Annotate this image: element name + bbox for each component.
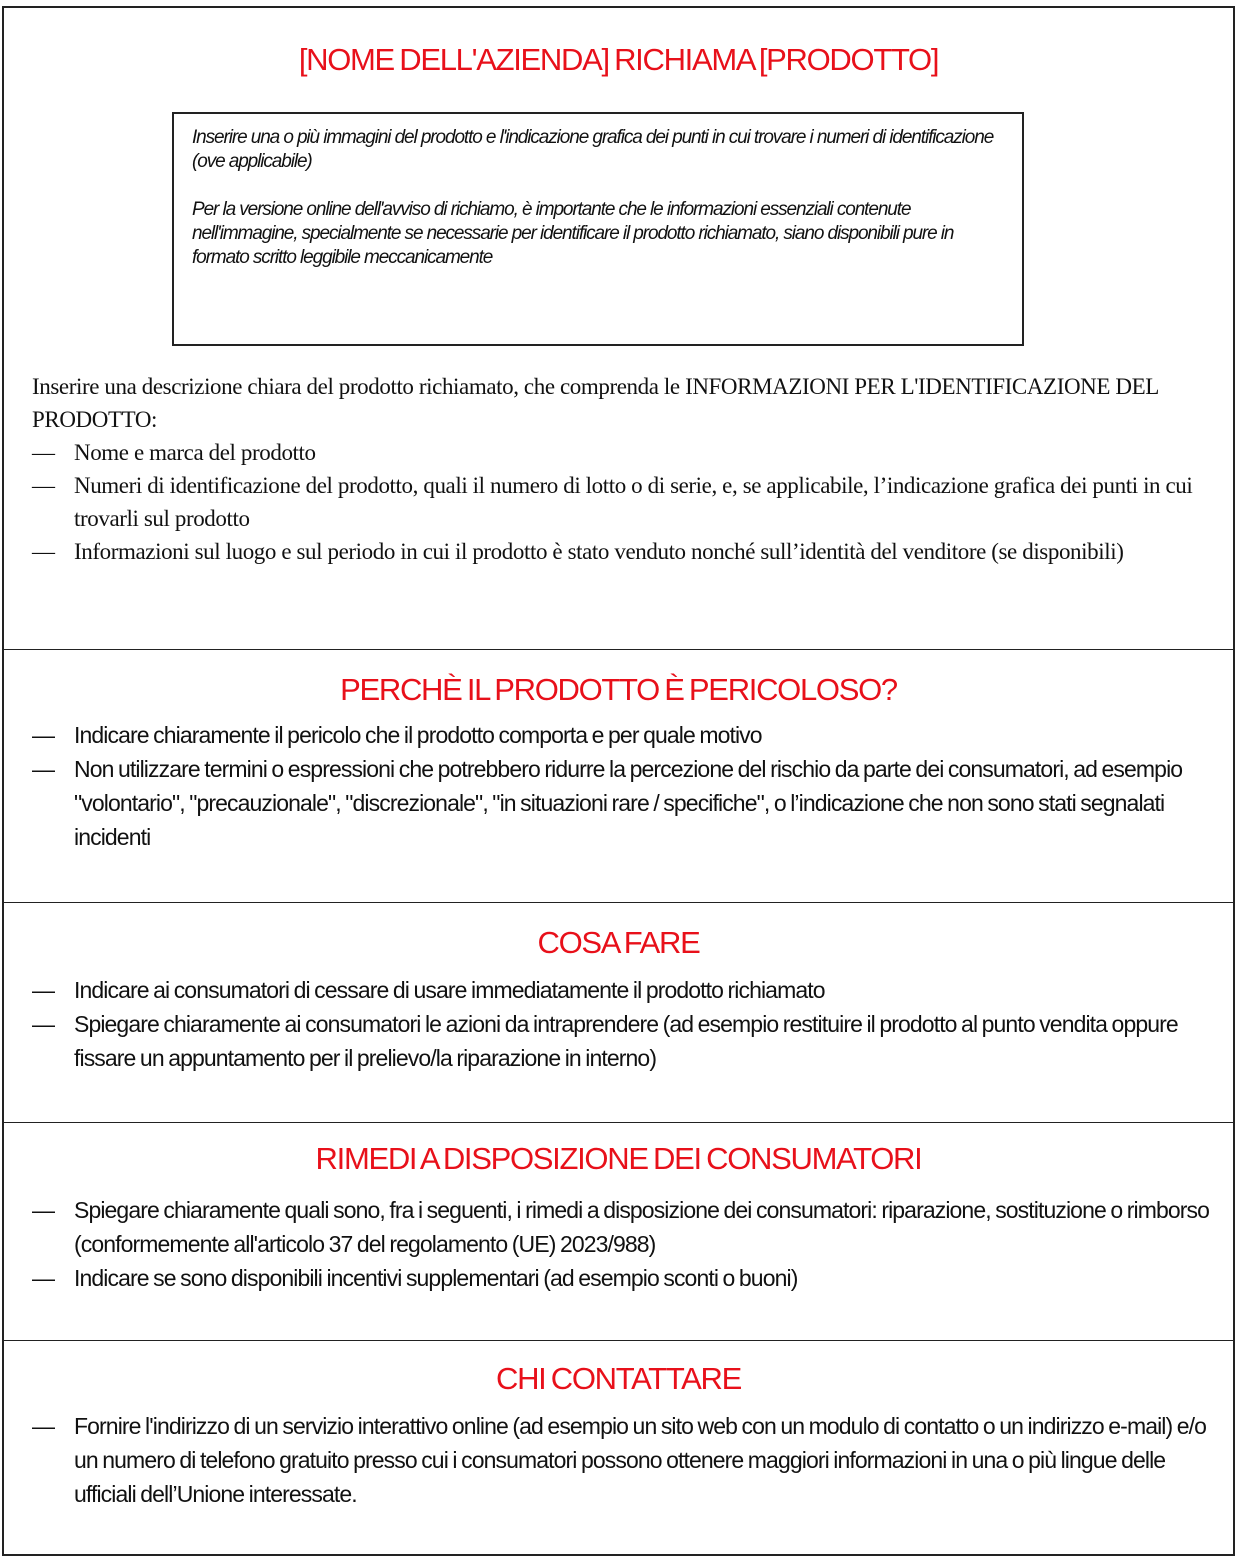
list-item: — Indicare chiaramente il pericolo che il prodotto comporta e per quale motivo (32, 718, 1222, 752)
list-item: — Indicare se sono disponibili incentivi supplementari (ad esempio sconti o buoni) (32, 1261, 1222, 1295)
recall-notice-template (2, 6, 1235, 1556)
section-title: RIMEDI A DISPOSIZIONE DEI CONSUMATORI (315, 1141, 922, 1176)
image-instruction: Inserire una o più immagini del prodotto e l'indicazione grafica dei punti in cui trovare i numeri di identificazione (ove applicabile) (192, 127, 994, 172)
section-title: PERCHÈ IL PRODOTTO È PERICOLOSO? (340, 672, 897, 707)
product-description-block (32, 370, 1212, 568)
product-description-intro: Inserire una descrizione chiara del prodotto richiamato, che comprenda le INFORMAZIONI PER L'IDENTIFICAZIONE DEL PRODOTTO: (32, 374, 1159, 432)
action-list (32, 973, 1222, 1075)
list-item: — Nome e marca del prodotto (32, 436, 1212, 469)
list-item: — Non utilizzare termini o espressioni che potrebbero ridurre la percezione del rischio da parte dei consumatori, ad esempio "volontario", "precauzionale", "discrezionale", "in situazioni rare / specifiche", o l’indicazione che non sono stati segnalati incidenti (32, 752, 1222, 854)
list-item: — Fornire l'indirizzo di un servizio interattivo online (ad esempio un sito web con un modulo di contatto o un indirizzo e-mail) e/o un numero di telefono gratuito presso cui i consumatori possono ottenere maggiori informazioni in una o più lingue delle ufficiali dell’Unione interessate. (32, 1409, 1222, 1511)
section-title: COSA FARE (537, 925, 700, 960)
list-item: — Informazioni sul luogo e sul periodo in cui il prodotto è stato venduto nonché sull’identità del venditore (se disponibili) (32, 535, 1212, 568)
product-image-placeholder (172, 112, 1024, 346)
recall-title: [NOME DELL'AZIENDA] RICHIAMA [PRODOTTO] (298, 42, 939, 77)
action-section (4, 903, 1233, 1123)
section-title: CHI CONTATTARE (495, 1361, 741, 1396)
list-item: — Indicare ai consumatori di cessare di usare immediatamente il prodotto richiamato (32, 973, 1222, 1007)
remedies-list (32, 1193, 1222, 1295)
list-item: — Spiegare chiaramente quali sono, fra i seguenti, i rimedi a disposizione dei consumatori: riparazione, sostituzione o rimborso (conformemente all'articolo 37 del regolamento (UE) 2023/988) (32, 1193, 1222, 1261)
header-section (4, 8, 1233, 650)
contact-section (4, 1341, 1233, 1554)
remedies-section (4, 1123, 1233, 1341)
danger-section (4, 650, 1233, 903)
danger-list (32, 718, 1222, 854)
list-item: — Numeri di identificazione del prodotto, quali il numero di lotto o di serie, e, se applicabile, l’indicazione grafica dei punti in cui trovarli sul prodotto (32, 469, 1212, 535)
online-version-note: Per la versione online dell'avviso di richiamo, è importante che le informazioni essenziali contenute nell'immagine, specialmente se necessarie per identificare il prodotto richiamato, siano disponibili pure in formato scritto leggibile meccanicamente (192, 199, 954, 268)
list-item: — Spiegare chiaramente ai consumatori le azioni da intraprendere (ad esempio restituire il prodotto al punto vendita oppure fissare un appuntamento per il prelievo/la riparazione in interno) (32, 1007, 1222, 1075)
identification-list (32, 436, 1212, 568)
contact-list (32, 1409, 1222, 1511)
